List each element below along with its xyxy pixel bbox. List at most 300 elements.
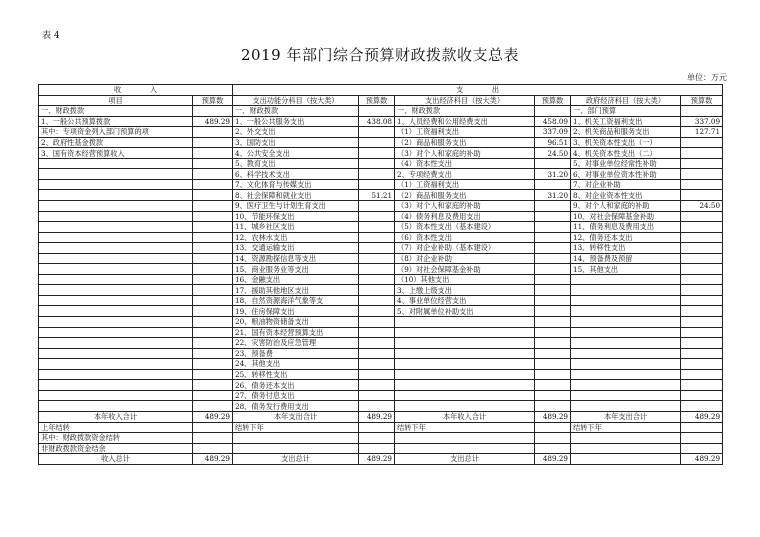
func-item-cell: 24、其他支出 [233,359,359,370]
table-row [39,390,723,401]
econ-item-cell [395,338,535,349]
func-item-cell: 14、资源勘探信息等支出 [233,253,359,264]
gov-budget-cell [681,243,723,254]
econ-budget-cell: 458.09 [535,116,571,127]
econ-item-cell [395,401,535,412]
table-row [39,253,723,264]
income-budget-cell [193,306,233,317]
gov-budget-cell [681,401,723,412]
table-row [39,264,723,275]
gov-item-cell [571,380,681,391]
gov-item-cell [571,338,681,349]
income-budget-cell [193,285,233,296]
income-budget-cell [193,327,233,338]
econ-item-cell: 一、财政拨款 [395,106,535,117]
table-row [39,116,723,127]
gov-budget-cell [681,253,723,264]
table-row [39,169,723,180]
gov-item-cell [571,359,681,370]
gov-item-cell: 6、对事业单位资本性补助 [571,169,681,180]
gov-item-cell: 一、部门预算 [571,106,681,117]
econ-budget-cell [535,264,571,275]
table-row [39,348,723,359]
func-budget-cell [359,243,395,254]
econ-budget-cell [535,222,571,233]
income-budget-cell [193,169,233,180]
gov-budget-cell [681,137,723,148]
gov-budget-cell: 337.09 [681,116,723,127]
econ-item-cell: 2、专项经费支出 [395,169,535,180]
income-item-cell [39,253,193,264]
func-budget-cell: 438.08 [359,116,395,127]
income-grand-total-label: 收入总计 [39,454,193,465]
income-total-value: 489.29 [193,411,233,422]
func-budget-cell [359,369,395,380]
income-item-cell [39,211,193,222]
econ-budget-cell [535,274,571,285]
income-item-cell [39,327,193,338]
econ-item-cell: （1）工资福利支出 [395,179,535,190]
econ-budget-cell [535,211,571,222]
gov-item-cell: 7、对企业补助 [571,179,681,190]
col-econ-header: 支出经济科目（按大类） [395,95,535,106]
col-budget-header: 预算数 [359,95,395,106]
nonfiscal-balance-label: 非财政拨款资金结余 [39,443,193,454]
income-budget-cell [193,158,233,169]
econ-total-label: 本年收入合计 [395,411,535,422]
func-budget-cell [359,274,395,285]
func-item-cell: 9、医疗卫生与计划生育支出 [233,201,359,212]
func-item-cell: 13、交通运输支出 [233,243,359,254]
func-item-cell: 11、城乡社区支出 [233,222,359,233]
table-body [39,106,723,412]
func-item-cell: 25、转移性支出 [233,369,359,380]
econ-item-cell: （3）对个人和家庭的补助 [395,201,535,212]
func-item-cell: 21、国有资本经营预算支出 [233,327,359,338]
econ-item-cell: （1）工资福利支出 [395,127,535,138]
econ-item-cell: 3、上缴上级支出 [395,285,535,296]
econ-budget-cell [535,369,571,380]
econ-budget-cell [535,401,571,412]
table-row [39,137,723,148]
gov-item-cell [571,274,681,285]
gov-item-cell [571,295,681,306]
table-row [39,380,723,391]
income-item-cell: 2、政府性基金拨款 [39,137,193,148]
income-budget-cell [193,232,233,243]
func-item-cell: 19、住房保障支出 [233,306,359,317]
income-budget-cell [193,295,233,306]
econ-budget-cell [535,179,571,190]
table-row [39,106,723,117]
table-row [39,338,723,349]
income-item-cell [39,390,193,401]
gov-item-cell [571,285,681,296]
func-budget-cell [359,295,395,306]
next-year-carry-label: 结转下年 [233,422,359,433]
gov-budget-cell [681,211,723,222]
table-row [39,158,723,169]
income-budget-cell [193,253,233,264]
func-budget-cell [359,285,395,296]
col-item-header: 项目 [39,95,193,106]
income-grand-total-value: 489.29 [193,454,233,465]
econ-item-cell: （6）资本性支出 [395,232,535,243]
func-budget-cell [359,201,395,212]
econ-budget-cell [535,243,571,254]
econ-item-cell [395,359,535,370]
income-budget-cell [193,390,233,401]
next-year-carry-label: 结转下年 [395,422,535,433]
econ-budget-cell [535,390,571,401]
carry-sub-row [39,433,723,444]
econ-budget-cell [535,306,571,317]
fiscal-carry-label: 其中：财政拨款资金结转 [39,433,193,444]
income-item-cell [39,158,193,169]
func-grand-total-label: 支出总计 [233,454,359,465]
income-budget-cell [193,243,233,254]
table-number: 表 4 [42,31,60,41]
unit-label: 单位：万元 [687,73,727,82]
income-item-cell: 一、财政拨款 [39,106,193,117]
col-budget-header: 预算数 [193,95,233,106]
income-item-cell [39,285,193,296]
income-item-cell [39,264,193,275]
income-budget-cell [193,338,233,349]
econ-item-cell: 4、事业单位经营支出 [395,295,535,306]
func-budget-cell [359,158,395,169]
table-row [39,243,723,254]
gov-total-value: 489.29 [681,411,723,422]
econ-item-cell: （10）其他支出 [395,274,535,285]
gov-budget-cell [681,190,723,201]
gov-item-cell [571,369,681,380]
income-budget-cell [193,348,233,359]
income-budget-cell [193,127,233,138]
income-item-cell [39,222,193,233]
func-item-cell: 6、科学技术支出 [233,169,359,180]
gov-budget-cell [681,327,723,338]
func-budget-cell [359,380,395,391]
income-item-cell: 1、一般公共预算拨款 [39,116,193,127]
econ-item-cell: 5、对附属单位补助支出 [395,306,535,317]
carry-sub-row [39,443,723,454]
income-budget-cell [193,222,233,233]
income-item-cell: 其中：专项资金列入部门预算的项 [39,127,193,138]
gov-item-cell [571,401,681,412]
income-budget-cell [193,148,233,159]
totals-row [39,411,723,422]
func-item-cell: 16、金融支出 [233,274,359,285]
gov-budget-cell [681,390,723,401]
table-row [39,401,723,412]
income-budget-cell [193,359,233,370]
table-row [39,359,723,370]
income-item-cell [39,179,193,190]
econ-total-value: 489.29 [535,411,571,422]
func-item-cell: 1、一般公共服务支出 [233,116,359,127]
gov-item-cell: 13、转移性支出 [571,243,681,254]
income-item-cell [39,359,193,370]
econ-item-cell: （2）商品和服务支出 [395,190,535,201]
func-item-cell: 10、节能环保支出 [233,211,359,222]
gov-item-cell: 5、对事业单位经常性补助 [571,158,681,169]
gov-item-cell: 3、机关资本性支出（一） [571,137,681,148]
income-budget-cell [193,369,233,380]
func-item-cell: 23、预备费 [233,348,359,359]
gov-budget-cell [681,295,723,306]
gov-total-label: 本年支出合计 [571,411,681,422]
econ-item-cell: （5）资本性支出（基本建设） [395,222,535,233]
func-budget-cell [359,390,395,401]
econ-budget-cell [535,295,571,306]
econ-budget-cell: 96.51 [535,137,571,148]
income-header: 收 入 [39,85,233,96]
income-budget-cell [193,211,233,222]
gov-item-cell [571,348,681,359]
func-budget-cell: 51.21 [359,190,395,201]
col-func-header: 支出功能分科目（按大类） [233,95,359,106]
econ-budget-cell [535,380,571,391]
table-row [39,306,723,317]
econ-item-cell: （3）对个人和家庭的补助 [395,148,535,159]
income-budget-cell [193,190,233,201]
func-budget-cell [359,169,395,180]
prev-year-carry-label: 上年结转 [39,422,193,433]
func-item-cell: 8、社会保障和就业支出 [233,190,359,201]
econ-budget-cell: 337.09 [535,127,571,138]
gov-budget-cell [681,222,723,233]
income-item-cell [39,380,193,391]
budget-table [38,84,723,465]
gov-budget-cell [681,317,723,328]
gov-budget-cell [681,179,723,190]
econ-budget-cell: 31.20 [535,169,571,180]
func-item-cell: 18、自然资源海洋气象等支 [233,295,359,306]
econ-item-cell [395,369,535,380]
table-row [39,295,723,306]
table-row [39,327,723,338]
gov-budget-cell [681,169,723,180]
col-budget-header: 预算数 [681,95,723,106]
func-item-cell: 20、粮油物资储备支出 [233,317,359,328]
table-row [39,369,723,380]
econ-item-cell [395,390,535,401]
table-row [39,222,723,233]
col-gov-header: 政府经济科目（按大类） [571,95,681,106]
gov-budget-cell: 127.71 [681,127,723,138]
gov-item-cell: 15、其他支出 [571,264,681,275]
func-item-cell: 4、公共安全支出 [233,148,359,159]
gov-grand-total-value: 489.29 [681,454,723,465]
gov-item-cell: 1、机关工资福利支出 [571,116,681,127]
gov-budget-cell [681,285,723,296]
func-total-value: 489.29 [359,411,395,422]
func-budget-cell [359,401,395,412]
func-item-cell: 5、教育支出 [233,158,359,169]
gov-budget-cell [681,274,723,285]
table-row [39,211,723,222]
func-budget-cell [359,106,395,117]
gov-item-cell [571,306,681,317]
func-item-cell: 28、债务发行费用支出 [233,401,359,412]
gov-item-cell: 11、债务利息及费用支出 [571,222,681,233]
gov-budget-cell [681,380,723,391]
carry-row [39,422,723,433]
econ-budget-cell [535,285,571,296]
econ-budget-cell [535,106,571,117]
income-item-cell [39,190,193,201]
econ-item-cell: （7）对企业补助（基本建设） [395,243,535,254]
income-item-cell [39,348,193,359]
income-item-cell [39,338,193,349]
gov-budget-cell [681,306,723,317]
func-item-cell: 17、援助其他地区支出 [233,285,359,296]
col-budget-header: 预算数 [535,95,571,106]
income-budget-cell [193,137,233,148]
income-item-cell [39,401,193,412]
func-item-cell: 27、债务付息支出 [233,390,359,401]
econ-budget-cell [535,201,571,212]
income-budget-cell [193,264,233,275]
gov-item-cell: 8、对企业资本性支出 [571,190,681,201]
econ-budget-cell [535,232,571,243]
income-total-label: 本年收入合计 [39,411,193,422]
income-budget-cell [193,401,233,412]
income-item-cell [39,243,193,254]
func-item-cell: 一、财政拨款 [233,106,359,117]
econ-item-cell: （2）商品和服务支出 [395,137,535,148]
table-row [39,285,723,296]
func-item-cell: 22、灾害防治及应急管理 [233,338,359,349]
gov-item-cell: 14、预备费及预留 [571,253,681,264]
func-budget-cell [359,148,395,159]
econ-budget-cell [535,348,571,359]
next-year-carry-label: 结转下年 [571,422,681,433]
func-budget-cell [359,222,395,233]
func-budget-cell [359,211,395,222]
gov-item-cell: 2、机关商品和服务支出 [571,127,681,138]
func-budget-cell [359,348,395,359]
econ-budget-cell [535,338,571,349]
econ-item-cell: （8）对企业补助 [395,253,535,264]
econ-item-cell [395,317,535,328]
func-budget-cell [359,359,395,370]
table-row [39,179,723,190]
econ-item-cell: （4）资本性支出 [395,158,535,169]
func-total-label: 本年支出合计 [233,411,359,422]
econ-budget-cell: 24.50 [535,148,571,159]
income-budget-cell: 489.29 [193,116,233,127]
income-item-cell [39,169,193,180]
gov-item-cell [571,327,681,338]
income-budget-cell [193,380,233,391]
gov-budget-cell [681,232,723,243]
func-item-cell: 26、债务还本支出 [233,380,359,391]
income-item-cell [39,295,193,306]
econ-budget-cell [535,327,571,338]
func-item-cell: 15、商业服务业等支出 [233,264,359,275]
func-budget-cell [359,327,395,338]
gov-budget-cell [681,369,723,380]
econ-budget-cell [535,317,571,328]
econ-item-cell [395,348,535,359]
func-budget-cell [359,127,395,138]
income-item-cell [39,317,193,328]
gov-budget-cell [681,158,723,169]
income-item-cell [39,274,193,285]
gov-item-cell [571,317,681,328]
gov-budget-cell [681,148,723,159]
func-budget-cell [359,317,395,328]
gov-budget-cell [681,338,723,349]
econ-item-cell [395,380,535,391]
func-item-cell: 2、外交支出 [233,127,359,138]
econ-item-cell [395,327,535,338]
func-budget-cell [359,306,395,317]
income-item-cell [39,306,193,317]
econ-grand-total-value: 489.29 [535,454,571,465]
table-row [39,190,723,201]
income-item-cell: 3、国有资本经营预算收入 [39,148,193,159]
table-row [39,232,723,243]
func-item-cell: 7、文化体育与传媒支出 [233,179,359,190]
func-grand-total-value: 489.29 [359,454,395,465]
func-item-cell: 12、农林水支出 [233,232,359,243]
econ-budget-cell [535,359,571,370]
income-budget-cell [193,201,233,212]
func-budget-cell [359,338,395,349]
income-budget-cell [193,274,233,285]
func-budget-cell [359,179,395,190]
income-item-cell [39,232,193,243]
expense-header: 支 出 [233,85,723,96]
gov-budget-cell: 24.50 [681,201,723,212]
func-budget-cell [359,264,395,275]
econ-item-cell: 1、人员经费和公用经费支出 [395,116,535,127]
gov-budget-cell [681,106,723,117]
econ-budget-cell [535,158,571,169]
gov-budget-cell [681,264,723,275]
gov-item-cell: 9、对个人和家庭的补助 [571,201,681,212]
table-row [39,201,723,212]
func-budget-cell [359,232,395,243]
income-budget-cell [193,179,233,190]
econ-budget-cell [535,253,571,264]
gov-item-cell [571,390,681,401]
func-budget-cell [359,137,395,148]
page-title: 2019 年部门综合预算财政拨款收支总表 [241,46,519,64]
table-row [39,127,723,138]
func-budget-cell [359,253,395,264]
grand-total-row [39,454,723,465]
gov-budget-cell [681,359,723,370]
income-item-cell [39,201,193,212]
table-row [39,148,723,159]
econ-item-cell: （4）债务利息及费用支出 [395,211,535,222]
income-budget-cell [193,106,233,117]
gov-item-cell: 12、债务还本支出 [571,232,681,243]
gov-item-cell: 4、机关资本性支出（二） [571,148,681,159]
econ-budget-cell: 31.20 [535,190,571,201]
econ-item-cell: （9）对社会保障基金补助 [395,264,535,275]
income-item-cell [39,369,193,380]
econ-grand-total-label: 支出总计 [395,454,535,465]
income-budget-cell [193,317,233,328]
func-item-cell: 3、国防支出 [233,137,359,148]
table-row [39,317,723,328]
gov-item-cell: 10、对社会保障基金补助 [571,211,681,222]
